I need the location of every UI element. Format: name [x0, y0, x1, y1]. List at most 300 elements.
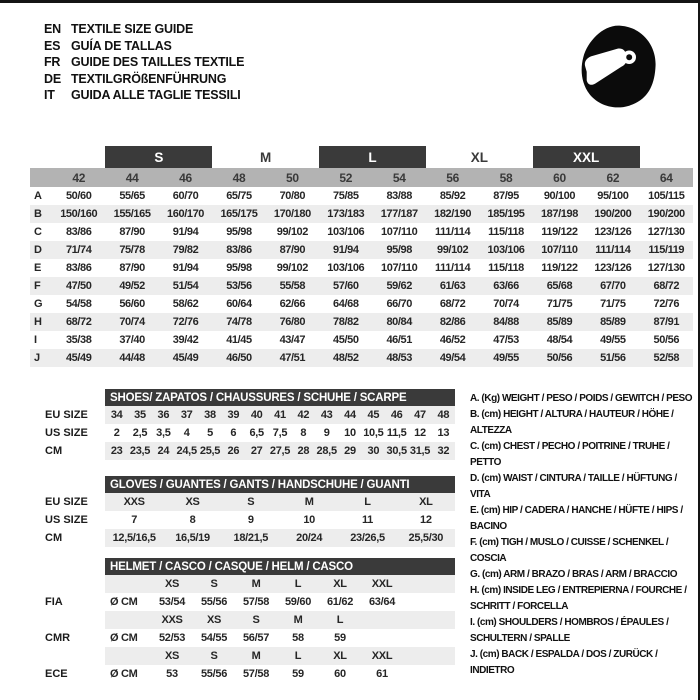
table-cell: 59	[334, 632, 346, 644]
row-label: CMR	[45, 632, 71, 644]
table-cell: 56/60	[105, 295, 158, 313]
size-label: XS	[164, 650, 180, 662]
gloves-table-title: GLOVES / GUANTES / GANTS / HANDSCHUHE / GUANTI	[105, 476, 455, 493]
language-label: TEXTILE SIZE GUIDE	[71, 22, 194, 36]
row-label: G	[30, 295, 52, 313]
table-cell: 107/110	[373, 259, 426, 277]
table-cell: 49/52	[105, 277, 158, 295]
table-cell: 59/60	[284, 596, 312, 608]
table-cell: 45/50	[319, 331, 372, 349]
table-cell: 111/114	[426, 259, 479, 277]
row-label: US SIZE	[45, 427, 88, 439]
table-cell: 50/60	[52, 187, 105, 205]
table-cell: 45/49	[159, 349, 212, 367]
column-header: 60	[533, 168, 586, 187]
table-cell: 46/52	[426, 331, 479, 349]
table-cell: 170/180	[266, 205, 319, 223]
table-cell: 23	[110, 445, 123, 457]
helmet-data-row	[30, 629, 455, 647]
size-band-m: M	[260, 149, 272, 165]
column-header: 52	[319, 168, 372, 187]
row-label: FIA	[45, 596, 63, 608]
shoes-values	[105, 442, 455, 460]
language-row	[44, 87, 244, 104]
table-cell: 83/86	[212, 241, 265, 259]
table-cell: 45/49	[52, 349, 105, 367]
language-code: DE	[44, 71, 61, 86]
unit-cell: Ø CM	[110, 668, 138, 680]
table-cell: 28	[297, 445, 310, 457]
table-cell: 13	[437, 427, 450, 439]
language-label: GUÍA DE TALLAS	[71, 38, 172, 53]
table-cell: 83/86	[52, 259, 105, 277]
shoes-values	[105, 424, 455, 442]
language-code: ES	[44, 38, 61, 53]
size-label	[361, 611, 403, 629]
table-cell: 30	[367, 445, 380, 457]
table-cell: 65/75	[212, 187, 265, 205]
size-label: M	[293, 614, 303, 626]
table-cell: 48/52	[319, 349, 372, 367]
table-cell: 29	[344, 445, 356, 457]
table-cell: L	[364, 496, 371, 508]
filler-cell	[403, 647, 455, 665]
size-label: XS	[164, 578, 180, 590]
unit-cell: Ø CM	[110, 596, 138, 608]
row-label: CM	[45, 445, 63, 457]
table-cell: 95/98	[373, 241, 426, 259]
table-cell: 6,5	[249, 427, 264, 439]
table-cell: 119/122	[533, 223, 586, 241]
table-cell: 42	[297, 409, 310, 421]
table-cell: 82/86	[426, 313, 479, 331]
measurement-legend	[470, 391, 696, 679]
table-cell: 66/70	[373, 295, 426, 313]
gloves-row	[30, 529, 455, 547]
table-cell: 61/62	[326, 596, 354, 608]
table-cell: 53/54	[158, 596, 186, 608]
table-cell: 46	[390, 409, 403, 421]
row-label: CM	[45, 532, 63, 544]
table-cell: 48/54	[533, 331, 586, 349]
size-label: L	[336, 614, 344, 626]
table-cell: 45	[367, 409, 380, 421]
table-cell: 71/75	[533, 295, 586, 313]
table-cell: 85/92	[426, 187, 479, 205]
table-cell: 57/58	[242, 668, 270, 680]
table-cell: 11,5	[386, 427, 407, 439]
table-cell: 115/118	[479, 223, 532, 241]
size-label: M	[251, 578, 261, 590]
table-cell: 51/56	[586, 349, 639, 367]
table-cell: 95/98	[212, 259, 265, 277]
table-cell: 7	[131, 514, 138, 526]
table-cell: 52/53	[158, 632, 186, 644]
table-cell: 2,5	[132, 427, 148, 439]
language-code: EN	[44, 22, 61, 36]
table-cell: 63/64	[368, 596, 396, 608]
size-label: L	[294, 578, 302, 590]
table-cell: 99/102	[266, 223, 319, 241]
table-cell: 150/160	[52, 205, 105, 223]
size-label: XL	[333, 578, 347, 590]
table-cell: 20/24	[296, 532, 323, 544]
row-label: J	[30, 349, 52, 367]
table-cell: 54/58	[52, 295, 105, 313]
table-cell: 115/119	[640, 241, 693, 259]
gloves-row	[30, 493, 455, 511]
unit-cell: Ø CM	[110, 632, 138, 644]
helmet-size-row	[30, 575, 455, 593]
table-cell: 70/80	[266, 187, 319, 205]
table-cell: 85/89	[586, 313, 639, 331]
size-band-l: L	[319, 146, 426, 168]
table-cell: 87/90	[105, 259, 158, 277]
table-cell: 61/63	[426, 277, 479, 295]
table-cell: 123/126	[586, 259, 639, 277]
table-cell: 65/68	[533, 277, 586, 295]
column-header: 58	[479, 168, 532, 187]
helmet-size-table	[30, 558, 455, 683]
helmet-size-labels	[105, 647, 455, 665]
table-cell: 48	[437, 409, 450, 421]
column-header: 50	[266, 168, 319, 187]
filler-cell	[403, 575, 455, 593]
table-cell: 84/88	[479, 313, 532, 331]
table-cell: 47/51	[266, 349, 319, 367]
table-cell: 107/110	[373, 223, 426, 241]
table-cell: 35/38	[52, 331, 105, 349]
legend-item: A. (Kg) WEIGHT / PESO / POIDS / GEWITCH / PESO	[470, 393, 693, 404]
table-cell: 187/198	[533, 205, 586, 223]
helmet-values	[105, 629, 455, 647]
table-cell: 56/57	[242, 632, 270, 644]
shoes-row	[30, 442, 455, 460]
language-label: TEXTILGRÖßENFÜHRUNG	[71, 71, 227, 86]
size-label: XXL	[371, 578, 393, 590]
helmet-size-row	[30, 611, 455, 629]
helmet-table-title: HELMET / CASCO / CASQUE / HELM / CASCO	[105, 558, 455, 575]
racing-helmet-icon	[568, 16, 670, 124]
row-label	[30, 647, 105, 665]
table-cell: 190/200	[640, 205, 693, 223]
table-cell: 59/62	[373, 277, 426, 295]
row-label: EU SIZE	[45, 496, 88, 508]
table-cell: 11	[361, 514, 373, 526]
table-cell: 49/55	[479, 349, 532, 367]
table-cell: 24,5	[176, 445, 197, 457]
column-header: 54	[373, 168, 426, 187]
table-cell: 55/58	[266, 277, 319, 295]
table-cell: 51/54	[159, 277, 212, 295]
table-cell: 87/91	[640, 313, 693, 331]
table-cell: 47	[414, 409, 426, 421]
table-cell: XS	[185, 496, 200, 508]
table-cell: 182/190	[426, 205, 479, 223]
table-cell: 57/60	[319, 277, 372, 295]
row-label: US SIZE	[45, 514, 88, 526]
table-cell: 72/76	[640, 295, 693, 313]
table-cell: 72/76	[159, 313, 212, 331]
table-cell: 28,5	[316, 445, 337, 457]
corner-cell	[30, 168, 52, 187]
table-cell: 9	[323, 427, 330, 439]
table-cell: 68/72	[52, 313, 105, 331]
table-cell: 10	[344, 427, 356, 439]
table-cell: 99/102	[266, 259, 319, 277]
column-header: 62	[586, 168, 639, 187]
table-cell: 127/130	[640, 223, 693, 241]
language-row	[44, 38, 244, 55]
table-cell: 48/53	[373, 349, 426, 367]
table-cell: 2	[113, 427, 120, 439]
table-cell: 103/106	[319, 223, 372, 241]
table-cell: 68/72	[426, 295, 479, 313]
table-cell: 87/90	[105, 223, 158, 241]
table-cell: 173/183	[319, 205, 372, 223]
table-cell: 99/102	[426, 241, 479, 259]
table-cell: 87/90	[266, 241, 319, 259]
table-cell: 49/55	[586, 331, 639, 349]
table-cell: 90/100	[533, 187, 586, 205]
table-cell: 5	[207, 427, 213, 439]
table-cell: 46/50	[212, 349, 265, 367]
table-cell: 80/84	[373, 313, 426, 331]
helmet-data-row	[30, 665, 455, 683]
filler-cell	[403, 629, 455, 647]
table-cell: 58/62	[159, 295, 212, 313]
table-cell: 91/94	[319, 241, 372, 259]
size-label: XL	[333, 650, 347, 662]
table-cell: 107/110	[533, 241, 586, 259]
shoes-row	[30, 424, 455, 442]
size-band-xxl: XXL	[533, 146, 640, 168]
size-label: XXS	[161, 614, 183, 626]
table-cell: 74/78	[212, 313, 265, 331]
language-row	[44, 54, 244, 71]
table-cell: 115/118	[479, 259, 532, 277]
visor-pivot-inner	[626, 54, 632, 60]
table-cell: 85/89	[533, 313, 586, 331]
legend-item: C. (cm) CHEST / PECHO / POITRINE / TRUHE / PETTO	[470, 441, 670, 468]
row-label: C	[30, 223, 52, 241]
gloves-values	[105, 493, 455, 511]
table-cell: 10	[303, 514, 315, 526]
table-cell: 54/55	[200, 632, 228, 644]
gloves-values	[105, 511, 455, 529]
row-label: H	[30, 313, 52, 331]
table-cell: 83/86	[52, 223, 105, 241]
size-band-s: S	[105, 146, 212, 168]
table-cell: 37	[180, 409, 193, 421]
filler-cell	[403, 611, 455, 629]
shoes-table-body	[30, 406, 455, 460]
helmet-values	[105, 665, 455, 683]
table-cell: 185/195	[479, 205, 532, 223]
legend-item: B. (cm) HEIGHT / ALTURA / HAUTEUR / HÖHE / ALTEZZA	[470, 409, 674, 436]
table-cell: 75/78	[105, 241, 158, 259]
table-cell: 8	[189, 514, 196, 526]
table-cell: 57/58	[242, 596, 270, 608]
table-cell: 63/66	[479, 277, 532, 295]
table-cell: 7,5	[272, 427, 288, 439]
table-cell: 24	[157, 445, 170, 457]
row-label: D	[30, 241, 52, 259]
table-cell: 6	[230, 427, 237, 439]
table-cell: 49/54	[426, 349, 479, 367]
helmet-values	[105, 593, 455, 611]
table-cell: 111/114	[426, 223, 479, 241]
column-header: 46	[159, 168, 212, 187]
table-cell: XL	[419, 496, 433, 508]
shoes-row	[30, 406, 455, 424]
unit-cell	[105, 647, 151, 665]
helmet-size-row	[30, 647, 455, 665]
gloves-row	[30, 511, 455, 529]
table-cell: 103/106	[319, 259, 372, 277]
shoes-values	[105, 406, 455, 424]
table-cell: 16,5/19	[175, 532, 210, 544]
table-cell: 67/70	[586, 277, 639, 295]
row-label	[30, 611, 105, 629]
table-cell: 165/175	[212, 205, 265, 223]
column-header: 64	[640, 168, 693, 187]
table-cell: 53	[166, 668, 178, 680]
table-cell: 60/70	[159, 187, 212, 205]
language-label: GUIDA ALLE TAGLIE TESSILI	[71, 88, 241, 102]
table-cell: 103/106	[479, 241, 532, 259]
table-cell: 91/94	[159, 259, 212, 277]
table-cell: 68/72	[640, 277, 693, 295]
table-cell: 71/74	[52, 241, 105, 259]
language-code: FR	[44, 55, 61, 69]
table-cell: 123/126	[586, 223, 639, 241]
row-label: I	[30, 331, 52, 349]
table-cell: 105/115	[640, 187, 693, 205]
table-cell: 3,5	[156, 427, 171, 439]
column-header: 48	[212, 168, 265, 187]
table-cell: 39	[227, 409, 240, 421]
size-label: S	[210, 578, 218, 590]
table-cell	[361, 629, 403, 647]
size-label: M	[251, 650, 261, 662]
table-cell: 60	[334, 668, 346, 680]
table-cell: 12	[420, 514, 432, 526]
table-cell: 62/66	[266, 295, 319, 313]
table-cell: XXS	[123, 496, 145, 508]
table-cell: 160/170	[159, 205, 212, 223]
table-cell: 10,5	[363, 427, 384, 439]
language-row	[44, 21, 244, 38]
legend-item: D. (cm) WAIST / CINTURA / TAILLE / HÜFTUNG / VITA	[470, 473, 677, 500]
column-header: 42	[52, 168, 105, 187]
table-cell: 37/40	[105, 331, 158, 349]
textile-size-table	[30, 146, 693, 367]
table-cell: 127/130	[640, 259, 693, 277]
table-cell: 46/51	[373, 331, 426, 349]
row-label: E	[30, 259, 52, 277]
language-code: IT	[44, 88, 55, 102]
table-cell: 30,5	[386, 445, 407, 457]
table-cell: 64/68	[319, 295, 372, 313]
table-cell: 59	[292, 668, 304, 680]
table-cell: 36	[157, 409, 170, 421]
size-label: XXL	[371, 650, 393, 662]
row-label	[30, 575, 105, 593]
table-cell: 155/165	[105, 205, 158, 223]
table-cell: 27,5	[269, 445, 291, 457]
table-cell: 75/85	[319, 187, 372, 205]
table-cell: 55/65	[105, 187, 158, 205]
table-cell: 41/45	[212, 331, 265, 349]
table-cell: 70/74	[105, 313, 158, 331]
table-cell: 55/56	[200, 596, 228, 608]
filler-cell	[403, 593, 455, 611]
helmet-size-labels	[105, 611, 455, 629]
legend-item: I. (cm) SHOULDERS / HOMBROS / ÉPAULES / SCHULTERN / SPALLE	[470, 617, 669, 644]
table-cell: S	[247, 496, 255, 508]
top-border-line	[0, 0, 700, 3]
table-cell: 50/56	[640, 331, 693, 349]
table-cell: 35	[134, 409, 146, 421]
table-cell: 70/74	[479, 295, 532, 313]
table-cell: 177/187	[373, 205, 426, 223]
helmet-table-body	[30, 575, 455, 683]
table-cell: 53/56	[212, 277, 265, 295]
table-cell: 50/56	[533, 349, 586, 367]
table-cell: 9	[247, 514, 254, 526]
table-cell: 18/21,5	[233, 532, 269, 544]
table-cell: 32	[437, 445, 450, 457]
table-cell: 119/122	[533, 259, 586, 277]
table-cell: 25,5	[199, 445, 221, 457]
table-cell: 23/26,5	[350, 532, 385, 544]
table-cell: 47/53	[479, 331, 532, 349]
table-cell: 8	[300, 427, 307, 439]
gloves-table-body	[30, 493, 455, 547]
table-cell: 111/114	[586, 241, 639, 259]
column-header: 56	[426, 168, 479, 187]
size-label: S	[210, 650, 218, 662]
language-label: GUIDE DES TAILLES TEXTILE	[71, 55, 245, 69]
table-cell: 31,5	[409, 445, 431, 457]
table-cell: 95/100	[586, 187, 639, 205]
table-cell: 23,5	[129, 445, 151, 457]
table-cell: M	[304, 496, 314, 508]
gloves-size-table	[30, 476, 455, 547]
shoes-table-title: SHOES/ ZAPATOS / CHAUSSURES / SCHUHE / SCARPE	[105, 389, 455, 406]
table-cell: 12,5/16,5	[112, 532, 156, 544]
size-label: XS	[206, 614, 222, 626]
legend-item: E. (cm) HIP / CADERA / HANCHE / HÜFTE / HIPS / BACINO	[470, 505, 683, 532]
gloves-values	[105, 529, 455, 547]
helmet-data-row	[30, 593, 455, 611]
unit-cell	[105, 575, 151, 593]
table-cell: 26	[227, 445, 240, 457]
table-cell: 12	[414, 427, 426, 439]
table-cell: 78/82	[319, 313, 372, 331]
table-cell: 87/95	[479, 187, 532, 205]
table-cell: 58	[292, 632, 304, 644]
table-cell: 71/75	[586, 295, 639, 313]
shoes-size-table	[30, 389, 455, 460]
table-cell: 43	[320, 409, 333, 421]
table-cell: 76/80	[266, 313, 319, 331]
table-cell: 39/42	[159, 331, 212, 349]
row-label: EU SIZE	[45, 409, 88, 421]
language-list	[44, 21, 244, 104]
column-header: 44	[105, 168, 158, 187]
